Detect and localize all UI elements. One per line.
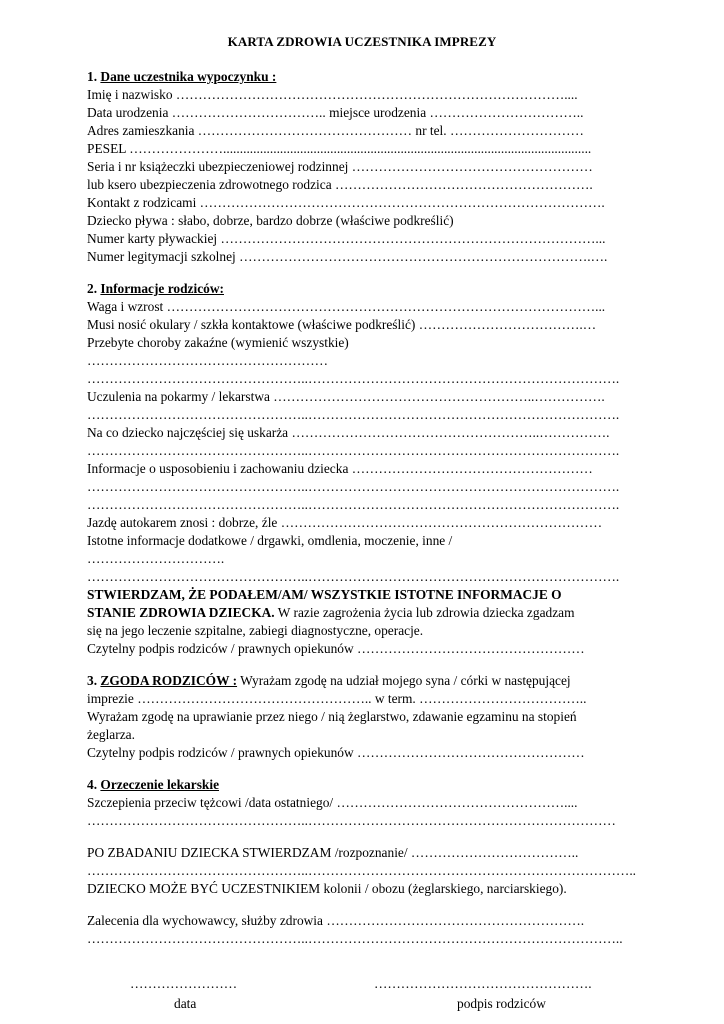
section-4-number: 4.	[87, 777, 98, 792]
field-bus-travel[interactable]: Jazdę autokarem znosi : dobrze, źle ………………………………………………………………	[87, 515, 603, 530]
form-title: KARTA ZDROWIA UCZESTNIKA IMPREZY	[227, 34, 497, 49]
field-behavior[interactable]: Informacje o usposobieniu i zachowaniu dziecka ………………………………………………	[87, 461, 593, 476]
field-recommendations-2[interactable]: …………………………………………..……………………………………………………………..	[87, 931, 623, 946]
field-complaints[interactable]: Na co dziecko najczęściej się uskarża ………………………………………………..…………….	[87, 425, 610, 440]
field-swim-card[interactable]: Numer karty pływackiej …………………………………………………………………………...	[87, 231, 606, 246]
date-field[interactable]: ……………………	[130, 976, 238, 991]
section-3-title: ZGODA RODZICÓW :	[100, 673, 238, 688]
signature-label: podpis rodziców	[457, 996, 546, 1011]
parent-signature-field-2[interactable]: Czytelny podpis rodziców / prawnych opiekunów ……………………………………………	[87, 745, 585, 760]
section-2-heading	[87, 280, 647, 298]
parent-signature-field-1[interactable]: Czytelny podpis rodziców / prawnych opiekunów ……………………………………………	[87, 641, 585, 656]
declaration-line-1: STWIERDZAM, ŻE PODAŁEM/AM/ WSZYSTKIE ISTOTNE INFORMACJE O	[87, 587, 562, 602]
field-additional-info-1[interactable]: ………………………….	[87, 551, 225, 566]
section-2-title: Informacje rodziców:	[100, 281, 224, 296]
field-glasses[interactable]: Musi nosić okulary / szkła kontaktowe (właściwe podkreślić) ……………………………….…	[87, 317, 597, 332]
field-insurance-copy[interactable]: lub ksero ubezpieczenia zdrowotnego rodzica ………………………………………………….	[87, 177, 593, 192]
field-additional-info-2[interactable]: …………………………………………..…………………………………………………………….	[87, 569, 620, 584]
field-pesel[interactable]: PESEL …………………..............................................................................................................	[87, 141, 592, 156]
field-tetanus-2[interactable]: …………………………………………..……………………………………………………………	[87, 813, 616, 828]
field-insurance-number[interactable]: Seria i nr książeczki ubezpieczeniowej rodzinnej ………………………………………………	[87, 159, 593, 174]
field-infectious-diseases-1[interactable]: ………………………………………………	[87, 353, 329, 368]
field-behavior-2[interactable]: …………………………………………..…………………………………………………………….	[87, 479, 620, 494]
section-2-number: 2.	[87, 281, 98, 296]
section-3-number: 3.	[87, 673, 98, 688]
field-event-term[interactable]: imprezie …………………………………………….. w term. ………………………………..	[87, 691, 587, 706]
field-address-phone[interactable]: Adres zamieszkania ………………………………………… nr tel. …………………………	[87, 123, 584, 138]
field-diagnosis-2[interactable]: …………………………………………..………………………………………………………………..	[87, 863, 637, 878]
declaration-consent: W razie zagrożenia życia lub zdrowia dziecka zgadzam	[274, 605, 575, 620]
date-label: data	[174, 996, 197, 1011]
label-additional-info: Istotne informacje dodatkowe / drgawki, omdlenia, moczenie, inne /	[87, 533, 453, 548]
field-tetanus[interactable]: Szczepienia przeciw tężcowi /data ostatniego/ ……………………………………………....	[87, 795, 578, 810]
declaration-line-2	[87, 604, 647, 622]
sailing-consent-1: Wyrażam zgodę na uprawianie przez niego / nią żeglarstwo, zdawanie egzaminu na stopień	[87, 709, 577, 724]
parent-signature-field-3[interactable]: ………………………………………….	[374, 976, 592, 991]
consent-text: Wyrażam zgodę na udział mojego syna / córki w następującej	[237, 673, 571, 688]
eligibility-statement: DZIECKO MOŻE BYĆ UCZESTNIKIEM kolonii / obozu (żeglarskiego, narciarskiego).	[87, 881, 567, 896]
field-recommendations[interactable]: Zalecenia dla wychowawcy, służby zdrowia ………………………………………………….	[87, 913, 585, 928]
section-3-line-1	[87, 672, 647, 690]
field-school-id[interactable]: Numer legitymacji szkolnej …………………………………………………………………….….	[87, 249, 608, 264]
field-complaints-2[interactable]: …………………………………………..…………………………………………………………….	[87, 443, 620, 458]
sailing-consent-2: żeglarza.	[87, 727, 135, 742]
field-birth-date-place[interactable]: Data urodzenia …………………………….. miejsce urodzenia ……………………………..	[87, 105, 584, 120]
declaration-line-3: się na jego leczenie szpitalne, zabiegi diagnostyczne, operacje.	[87, 623, 424, 638]
field-behavior-3[interactable]: …………………………………………..…………………………………………………………….	[87, 497, 620, 512]
field-swimming-level[interactable]: Dziecko pływa : słabo, dobrze, bardzo dobrze (właściwe podkreślić)	[87, 213, 454, 228]
section-1-heading	[87, 68, 647, 86]
field-allergies-2[interactable]: …………………………………………..…………………………………………………………….	[87, 407, 620, 422]
field-diagnosis[interactable]: PO ZBADANIU DZIECKA STWIERDZAM /rozpoznanie/ ………………………………..	[87, 845, 579, 860]
field-name[interactable]: Imię i nazwisko ……………………………………………………………………………....	[87, 87, 578, 102]
field-parent-contact[interactable]: Kontakt z rodzicami ……………………………………………………………………………….	[87, 195, 605, 210]
section-4-title: Orzeczenie lekarskie	[100, 777, 220, 792]
field-allergies[interactable]: Uczulenia na pokarmy / lekarstwa …………………………………………………..…………….	[87, 389, 605, 404]
declaration-bold: STANIE ZDROWIA DZIECKA.	[87, 605, 275, 620]
field-infectious-diseases-2[interactable]: …………………………………………..…………………………………………………………….	[87, 371, 620, 386]
field-weight-height[interactable]: Waga i wzrost ……………………………………………………………………………………...	[87, 299, 606, 314]
section-4-heading	[87, 776, 647, 794]
section-1-number: 1.	[87, 69, 98, 84]
section-1-title: Dane uczestnika wypoczynku :	[100, 69, 277, 84]
label-infectious-diseases: Przebyte choroby zakaźne (wymienić wszystkie)	[87, 335, 349, 350]
